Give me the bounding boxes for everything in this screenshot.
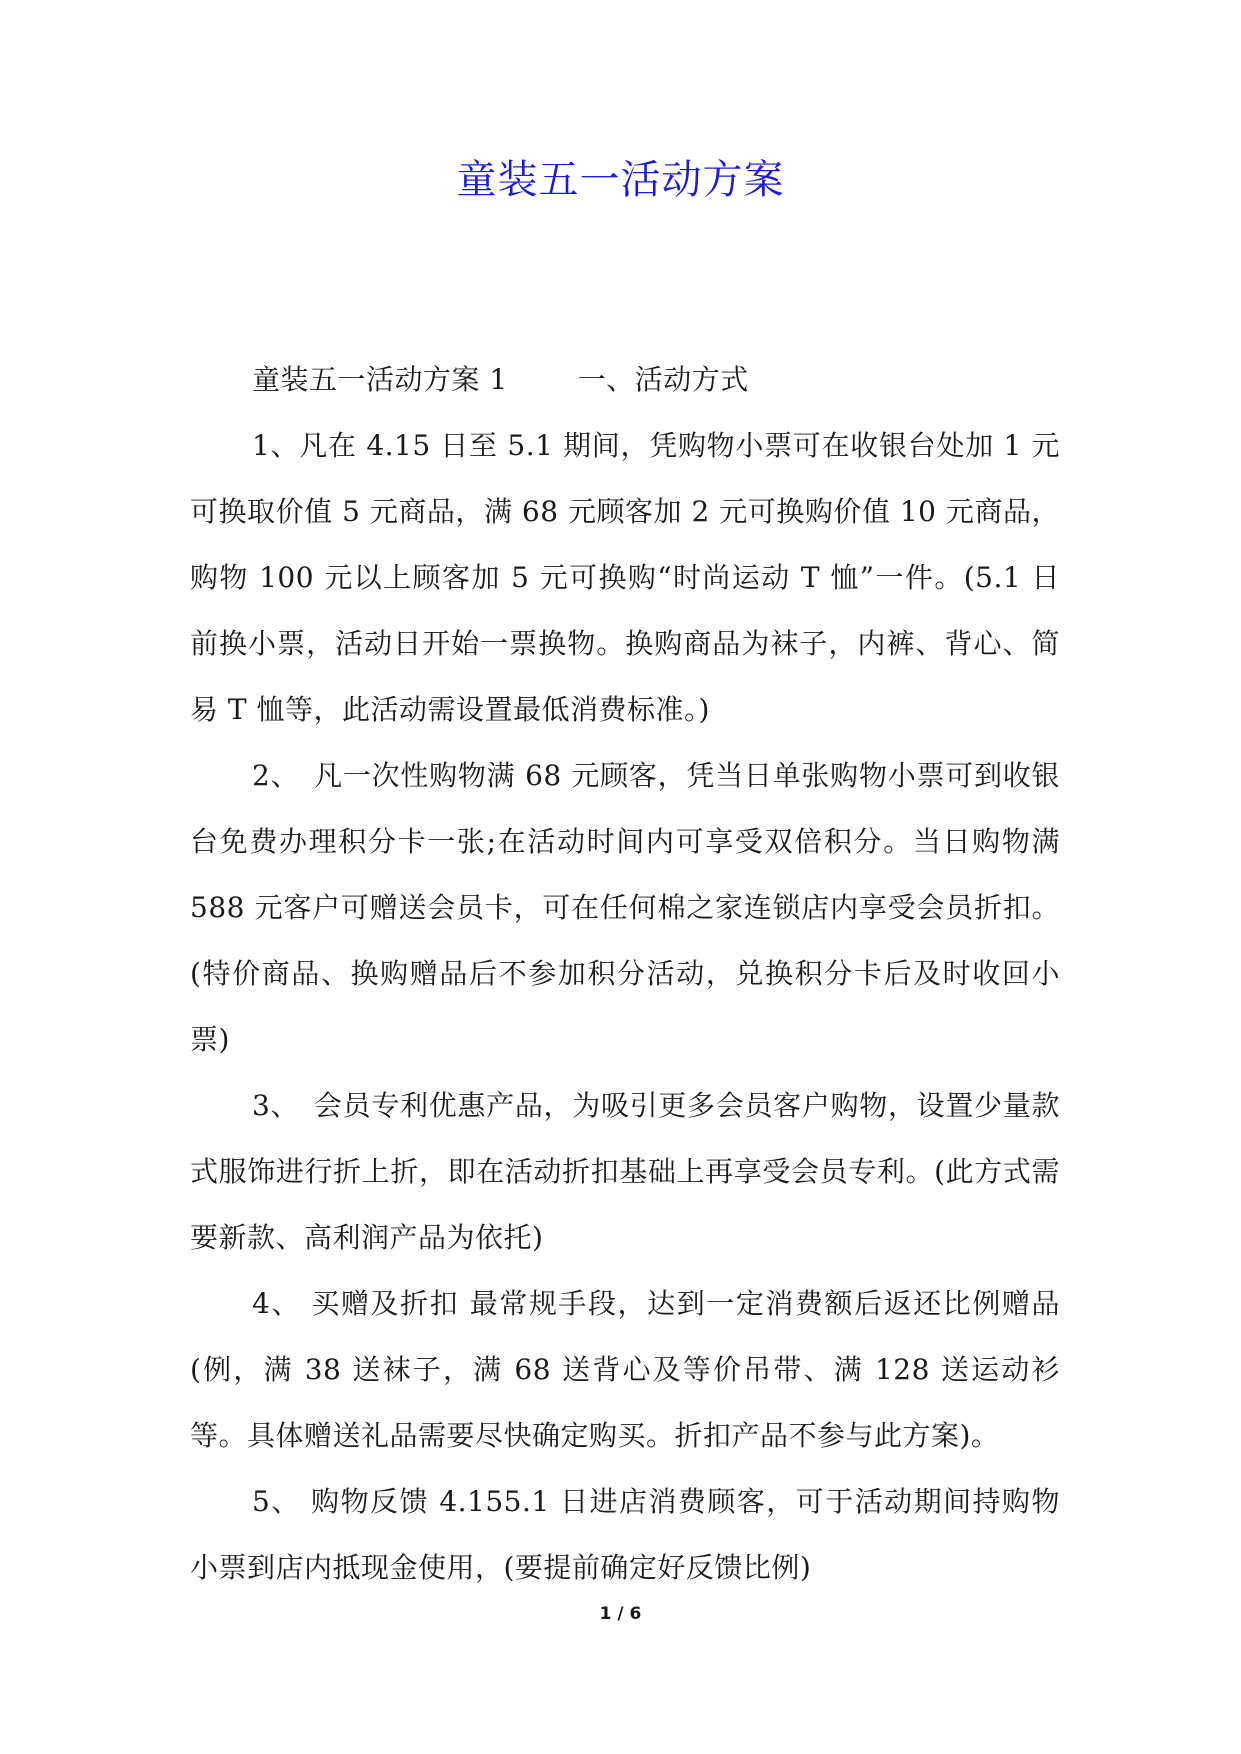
plan-lead: 童装五一活动方案 1 [252, 363, 508, 396]
document-body [190, 347, 1060, 1601]
section-heading-line [190, 347, 1060, 413]
paragraph-5: 5、 购物反馈 4.155.1 日进店消费顾客，可于活动期间持购物小票到店内抵现金使用，(要提前确定好反馈比例) [190, 1485, 1060, 1584]
document-title: 童装五一活动方案 [456, 157, 785, 203]
paragraph-4: 4、 买赠及折扣 最常规手段，达到一定消费额后返还比例赠品(例，满 38 送袜子，满 68 送背心及等价吊带、满 128 送运动衫等。具体赠送礼品需要尽快确定购买。折扣产品不参与此方案)。 [190, 1287, 1060, 1452]
page-number: 1 / 6 [599, 1604, 642, 1624]
paragraph-2: 2、 凡一次性购物满 68 元顾客，凭当日单张购物小票可到收银台免费办理积分卡一张;在活动时间内可享受双倍积分。当日购物满 588 元客户可赠送会员卡，可在任何棉之家连锁店内享受会员折扣。(特价商品、换购赠品后不参加积分活动，兑换积分卡后及时收回小票) [190, 759, 1060, 1056]
paragraph-1: 1、凡在 4.15 日至 5.1 期间，凭购物小票可在收银台处加 1 元可换取价值 5 元商品，满 68 元顾客加 2 元可换购价值 10 元商品，购物 100 元以上顾客加 5 元可换购“时尚运动 T 恤”一件。(5.1 日前换小票，活动日开始一票换物。换购商品为袜子，内裤、背心、简易 T 恤等，此活动需设置最低消费标准。) [190, 429, 1060, 726]
section-heading: 一、活动方式 [577, 363, 749, 396]
paragraph-3: 3、 会员专利优惠产品，为吸引更多会员客户购物，设置少量款式服饰进行折上折，即在活动折扣基础上再享受会员专利。(此方式需要新款、高利润产品为依托) [190, 1089, 1060, 1254]
